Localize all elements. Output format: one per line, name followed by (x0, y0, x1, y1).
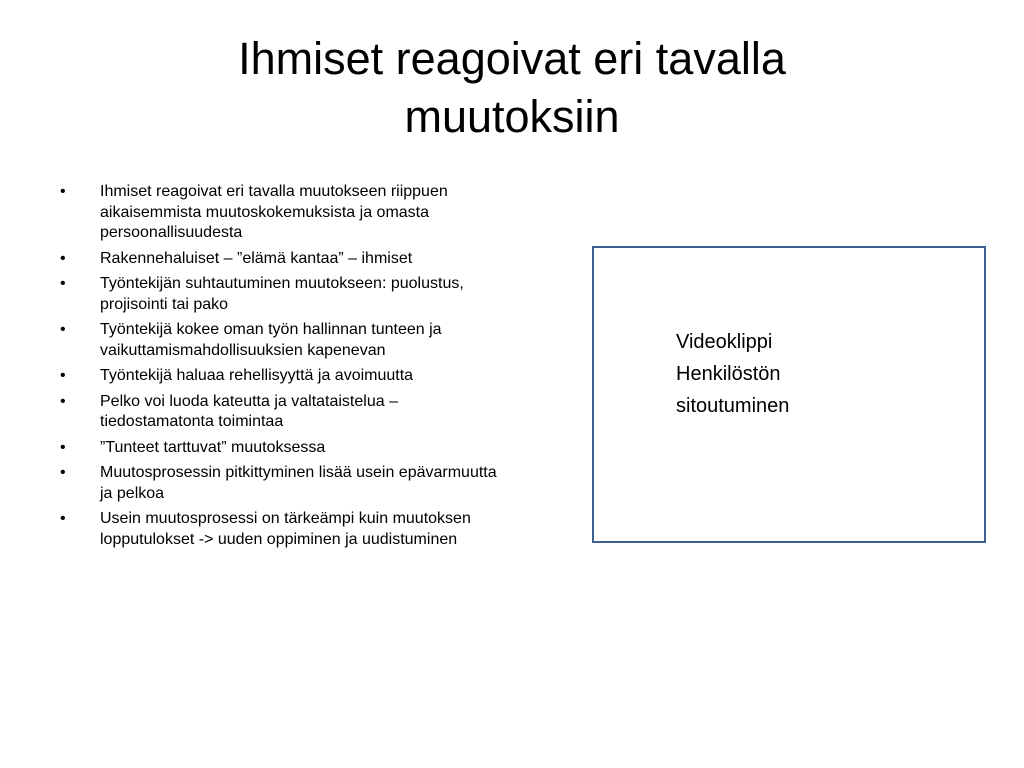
video-caption-line-3: sitoutuminen (676, 395, 790, 417)
title-line-1: Ihmiset reagoivat eri tavalla (238, 33, 786, 84)
bullet-item: • Ihmiset reagoivat eri tavalla muutokseen riippuen aikaisemmista muutoskokemuksista ja omasta persoonallisuudesta (60, 182, 500, 244)
bullet-item: • Usein muutosprosessi on tärkeämpi kuin muutoksen lopputulokset -> uuden oppiminen ja uudistuminen (60, 509, 500, 550)
bullet-item: • Työntekijän suhtautuminen muutokseen: puolustus, projisointi tai pako (60, 274, 500, 315)
title-line-2: muutoksiin (404, 91, 620, 142)
video-placeholder-box[interactable] (592, 246, 986, 543)
video-caption (676, 326, 789, 422)
video-caption-line-2: Henkilöstön (676, 363, 781, 385)
bullet-list (60, 182, 500, 555)
bullet-item: • Työntekijä haluaa rehellisyyttä ja avoimuutta (60, 366, 500, 387)
bullet-item: • Muutosprosessin pitkittyminen lisää usein epävarmuutta ja pelkoa (60, 463, 500, 504)
bullet-item: • Pelko voi luoda kateutta ja valtataistelua – tiedostamatonta toimintaa (60, 392, 500, 433)
bullet-item: • Rakennehaluiset – ”elämä kantaa” – ihmiset (60, 249, 500, 270)
bullet-item: • ”Tunteet tarttuvat” muutoksessa (60, 438, 500, 459)
slide-title (90, 30, 934, 146)
bullet-item: • Työntekijä kokee oman työn hallinnan tunteen ja vaikuttamismahdollisuuksien kapenevan (60, 320, 500, 361)
video-caption-line-1: Videoklippi (676, 331, 773, 353)
